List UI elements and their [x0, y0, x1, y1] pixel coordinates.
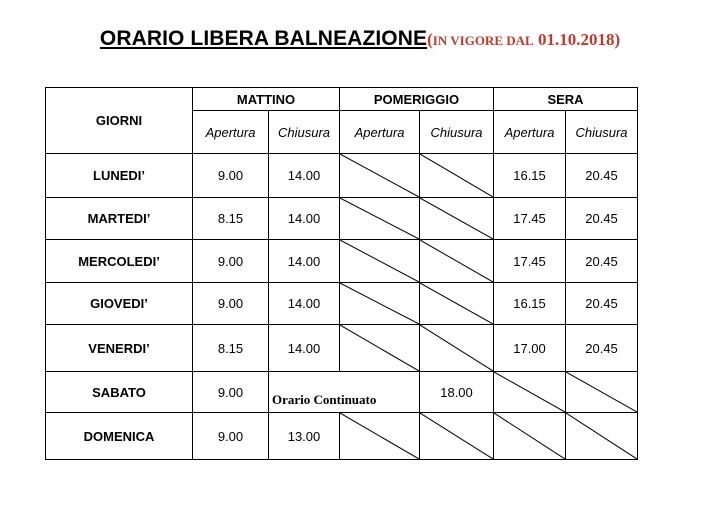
domenica-chiusura: 13.00 — [269, 413, 340, 460]
header-row-groups — [46, 88, 638, 111]
table-row-domenica — [46, 413, 638, 460]
day-label: GIOVEDI’ — [46, 283, 193, 325]
table-row — [46, 325, 638, 372]
sera-chiusura: 20.45 — [566, 198, 638, 240]
empty-cell-slash — [420, 325, 494, 372]
title-date: 01.10.2018 — [533, 30, 615, 49]
orario-continuato-note: Orario Continuato — [269, 372, 420, 413]
header-mattino-chiusura: Chiusura — [269, 111, 340, 154]
sera-apertura: 17.45 — [494, 240, 566, 283]
page-title — [0, 27, 720, 51]
sera-chiusura: 20.45 — [566, 240, 638, 283]
sera-apertura: 16.15 — [494, 154, 566, 198]
day-label: VENERDI’ — [46, 325, 193, 372]
title-open-paren: ( — [427, 30, 433, 49]
empty-cell-slash — [494, 372, 566, 413]
empty-cell-slash — [494, 413, 566, 460]
header-mattino-apertura: Apertura — [193, 111, 269, 154]
empty-cell-slash — [340, 240, 420, 283]
day-label: DOMENICA — [46, 413, 193, 460]
sera-chiusura: 20.45 — [566, 154, 638, 198]
header-sera-apertura: Apertura — [494, 111, 566, 154]
domenica-apertura: 9.00 — [193, 413, 269, 460]
empty-cell-slash — [420, 198, 494, 240]
empty-cell-slash — [420, 413, 494, 460]
header-pomeriggio: POMERIGGIO — [340, 88, 494, 111]
empty-cell-slash — [420, 154, 494, 198]
header-sera: SERA — [494, 88, 638, 111]
header-pomeriggio-chiusura: Chiusura — [420, 111, 494, 154]
table-row — [46, 154, 638, 198]
table-row-sabato — [46, 372, 638, 413]
mattino-chiusura: 14.00 — [269, 198, 340, 240]
header-sera-chiusura: Chiusura — [566, 111, 638, 154]
mattino-apertura: 9.00 — [193, 283, 269, 325]
mattino-chiusura: 14.00 — [269, 240, 340, 283]
empty-cell-slash — [566, 372, 638, 413]
title-validity — [427, 30, 620, 49]
schedule-table — [45, 87, 638, 460]
mattino-apertura: 9.00 — [193, 240, 269, 283]
empty-cell-slash — [340, 413, 420, 460]
header-mattino: MATTINO — [193, 88, 340, 111]
title-close-paren: ) — [614, 30, 621, 49]
sera-chiusura: 20.45 — [566, 283, 638, 325]
empty-cell-slash — [566, 413, 638, 460]
mattino-apertura: 8.15 — [193, 325, 269, 372]
mattino-apertura: 8.15 — [193, 198, 269, 240]
sera-apertura: 17.45 — [494, 198, 566, 240]
title-in-vigore: IN VIGORE DAL — [432, 33, 534, 48]
table-row — [46, 240, 638, 283]
empty-cell-slash — [420, 240, 494, 283]
header-pomeriggio-apertura: Apertura — [340, 111, 420, 154]
sabato-chiusura: 18.00 — [420, 372, 494, 413]
header-giorni: GIORNI — [46, 88, 193, 154]
table-row — [46, 283, 638, 325]
sabato-apertura: 9.00 — [193, 372, 269, 413]
day-label: MARTEDI’ — [46, 198, 193, 240]
mattino-chiusura: 14.00 — [269, 154, 340, 198]
empty-cell-slash — [340, 154, 420, 198]
sera-chiusura: 20.45 — [566, 325, 638, 372]
empty-cell-slash — [340, 283, 420, 325]
day-label: SABATO — [46, 372, 193, 413]
empty-cell-slash — [340, 198, 420, 240]
sera-apertura: 16.15 — [494, 283, 566, 325]
empty-cell-slash — [340, 325, 420, 372]
mattino-chiusura: 14.00 — [269, 325, 340, 372]
mattino-apertura: 9.00 — [193, 154, 269, 198]
empty-cell-slash — [420, 283, 494, 325]
sera-apertura: 17.00 — [494, 325, 566, 372]
day-label: LUNEDI’ — [46, 154, 193, 198]
day-label: MERCOLEDI’ — [46, 240, 193, 283]
mattino-chiusura: 14.00 — [269, 283, 340, 325]
table-row — [46, 198, 638, 240]
title-main: ORARIO LIBERA BALNEAZIONE — [99, 27, 428, 50]
